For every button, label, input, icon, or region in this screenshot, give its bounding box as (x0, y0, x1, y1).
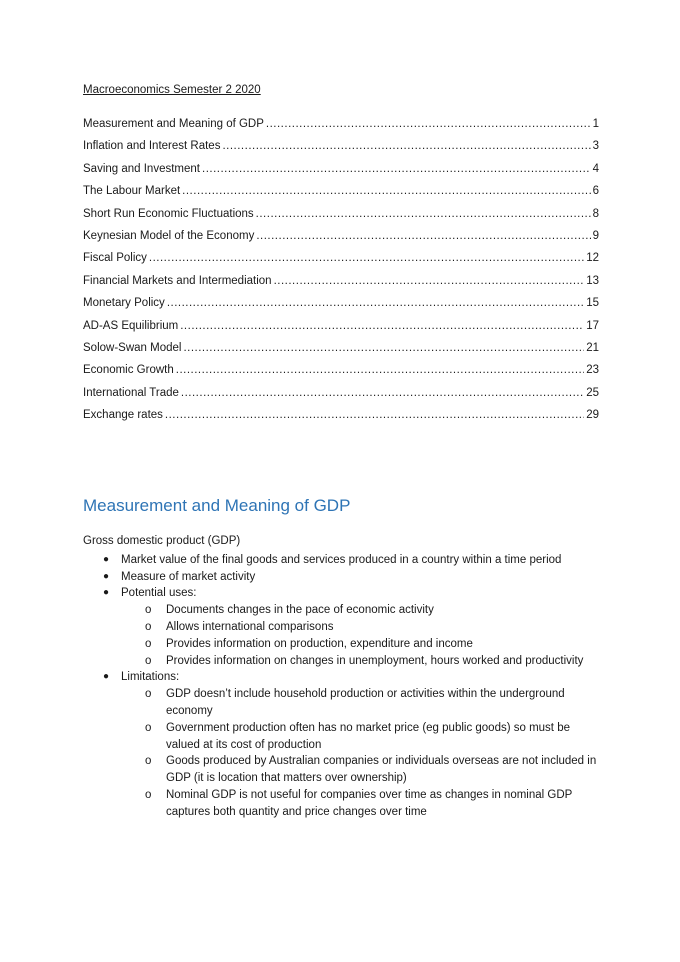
sub-list-item (121, 602, 603, 619)
toc-entry[interactable] (83, 275, 599, 297)
sub-list-item-text: Provides information on changes in unemployment, hours worked and productivity (166, 654, 584, 667)
bullet-list (83, 552, 603, 821)
toc-entry[interactable] (83, 185, 599, 207)
sub-bullet-glyph: o (145, 654, 152, 667)
toc-entry-title: Economic Growth (83, 364, 174, 377)
toc-entry-page: 13 (586, 274, 599, 287)
sub-list-item-text: Goods produced by Australian companies or individuals overseas are not included in GDP (it is location that matters over ownership) (166, 755, 597, 785)
toc-dot-leader (183, 342, 584, 354)
toc-entry-title: The Labour Market (83, 185, 181, 198)
toc-entry-title: AD-AS Equilibrium (83, 319, 179, 332)
toc-dot-leader (222, 140, 590, 152)
toc-dot-leader (180, 320, 584, 332)
toc-dot-leader (256, 230, 590, 242)
toc-entry-page: 15 (586, 297, 599, 310)
bullet-glyph: ● (103, 553, 110, 565)
sub-list-item (121, 720, 603, 754)
document-title: Macroeconomics Semester 2 2020 (83, 84, 261, 96)
sub-list-item-text: GDP doesn’t include household production or activities within the underground economy (166, 688, 565, 717)
toc-entry-page: 4 (592, 162, 599, 175)
toc-entry-title: Measurement and Meaning of GDP (83, 118, 264, 130)
sub-bullet-glyph: o (145, 604, 152, 617)
sub-list-item-text: Nominal GDP is not useful for companies over time as changes in nominal GDP captures both quantity and price changes over time (166, 788, 573, 818)
sub-bullet-glyph: o (145, 620, 152, 633)
toc-dot-leader (176, 364, 584, 376)
sub-list-item (121, 636, 603, 653)
toc-entry[interactable] (83, 208, 599, 230)
toc-dot-leader (149, 252, 584, 264)
list-item (83, 585, 603, 669)
section-heading: Measurement and Meaning of GDP (83, 496, 351, 515)
toc-entry[interactable] (83, 297, 599, 319)
toc-dot-leader (167, 297, 584, 309)
toc-entry-title: Monetary Policy (83, 297, 165, 310)
toc-entry-page: 29 (586, 409, 599, 422)
sub-bullet-glyph: o (145, 637, 152, 650)
sub-list-item (121, 653, 603, 670)
sub-bullet-glyph: o (145, 721, 152, 734)
toc-entry-title: Short Run Economic Fluctuations (83, 207, 254, 220)
sub-list-item-text: Provides information on production, expenditure and income (166, 637, 473, 650)
toc-entry[interactable] (83, 342, 599, 364)
toc-dot-leader (165, 409, 584, 421)
toc-entry-title: Financial Markets and Intermediation (83, 274, 272, 287)
toc-entry-page: 1 (592, 118, 599, 130)
toc-dot-leader (202, 163, 591, 175)
sub-list-item (121, 619, 603, 636)
sub-list-item (121, 787, 603, 821)
toc-entry-page: 12 (586, 252, 599, 265)
toc-entry[interactable] (83, 140, 599, 162)
toc-entry-title: Saving and Investment (83, 162, 200, 175)
list-item (83, 569, 603, 586)
toc-entry-title: Inflation and Interest Rates (83, 140, 221, 153)
list-item-text: Measure of market activity (121, 570, 256, 583)
list-item (83, 669, 603, 820)
toc-entry-page: 23 (586, 364, 599, 377)
list-item-text: Potential uses: (121, 587, 197, 600)
sub-bullet-glyph: o (145, 688, 152, 701)
sub-list-item-text: Documents changes in the pace of economic activity (166, 604, 434, 617)
bullet-glyph: ● (103, 570, 110, 582)
toc-dot-leader (182, 185, 590, 197)
list-item (83, 552, 603, 569)
toc-entry-page: 8 (592, 207, 599, 220)
toc-entry-page: 6 (592, 185, 599, 198)
section-body (83, 533, 603, 821)
sub-list-item-text: Allows international comparisons (166, 620, 334, 633)
toc-entry-title: Solow-Swan Model (83, 341, 182, 354)
toc-dot-leader (256, 208, 591, 220)
toc-entry[interactable] (83, 387, 599, 409)
toc-dot-leader (266, 118, 591, 130)
bullet-glyph: ● (103, 671, 110, 683)
section-intro: Gross domestic product (GDP) (83, 535, 241, 547)
toc-dot-leader (274, 275, 585, 287)
toc-entry-page: 9 (592, 229, 599, 242)
bullet-glyph: ● (103, 587, 110, 599)
sub-bullet-list (121, 686, 603, 820)
toc-entry-page: 21 (586, 341, 599, 354)
sub-bullet-list (121, 602, 603, 669)
sub-list-item (121, 753, 603, 787)
sub-list-item (121, 686, 603, 720)
toc-entry[interactable] (83, 252, 599, 274)
toc-entry-title: Keynesian Model of the Economy (83, 229, 255, 242)
toc-entry[interactable] (83, 118, 599, 140)
sub-list-item-text: Government production often has no market price (eg public goods) so must be valued at its cost of production (166, 721, 570, 751)
toc-entry-title: Exchange rates (83, 409, 163, 422)
list-item-text: Limitations: (121, 671, 180, 684)
toc-entry-page: 3 (592, 140, 599, 153)
toc-entry-title: International Trade (83, 386, 179, 399)
table-of-contents (83, 118, 599, 431)
toc-entry-page: 17 (586, 319, 599, 332)
toc-entry[interactable] (83, 163, 599, 185)
list-item-text: Market value of the final goods and services produced in a country within a time period (121, 553, 562, 566)
toc-entry[interactable] (83, 409, 599, 431)
toc-entry-title: Fiscal Policy (83, 252, 147, 265)
toc-entry[interactable] (83, 320, 599, 342)
toc-entry[interactable] (83, 230, 599, 252)
toc-dot-leader (181, 387, 584, 399)
sub-bullet-glyph: o (145, 755, 152, 768)
sub-bullet-glyph: o (145, 788, 152, 801)
toc-entry-page: 25 (586, 386, 599, 399)
toc-entry[interactable] (83, 364, 599, 386)
